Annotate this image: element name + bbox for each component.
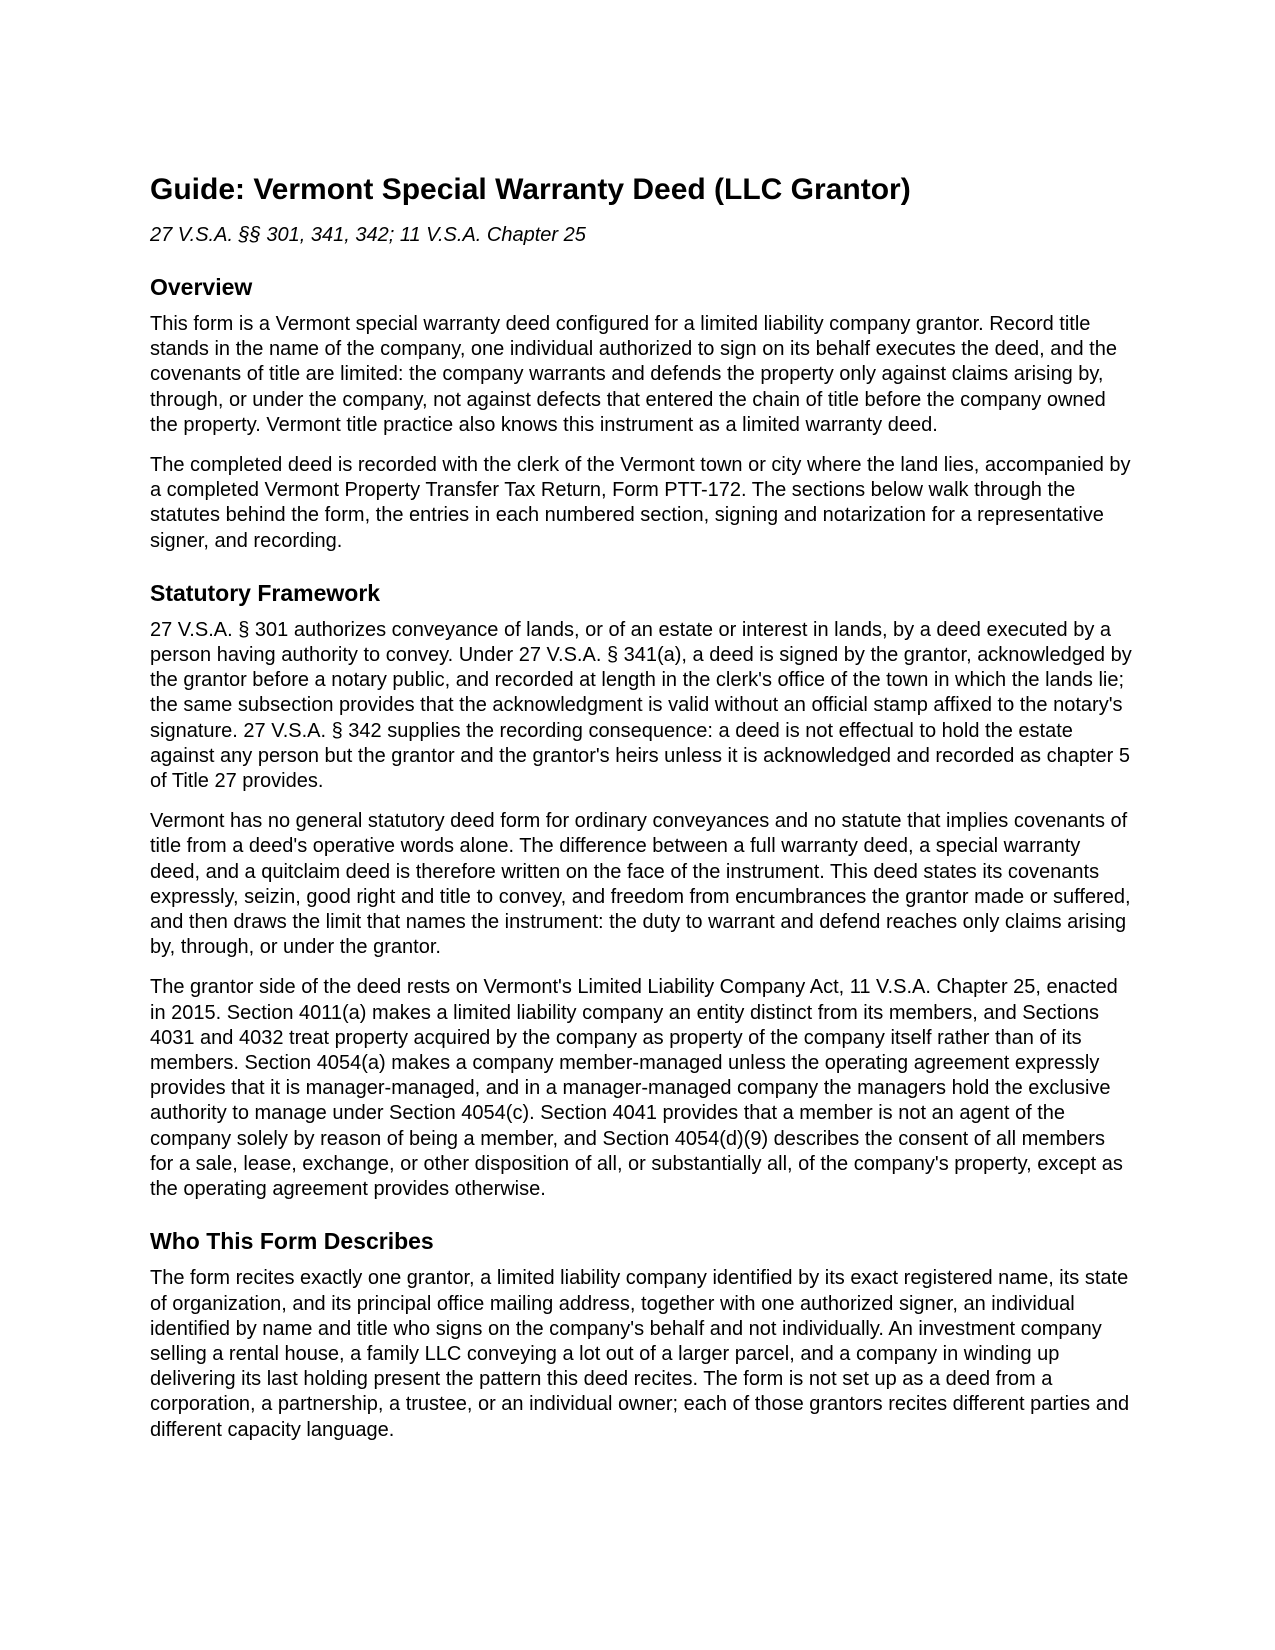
- section-heading-who-this-form-describes: Who This Form Describes: [150, 1228, 434, 1255]
- section-statutory-framework: [150, 578, 1132, 1202]
- section-overview: [150, 272, 1132, 554]
- overview-paragraph-1: This form is a Vermont special warranty deed configured for a limited liability company grantor. Record title stands in the name of the company, one individual authorized to sign on its behalf executes the deed, and the covenants of title are limited: the company warrants and defends the property only against claims arising by, through, or under the company, not against defects that entered the chain of title before the company owned the property. Vermont title practice also knows this instrument as a limited warranty deed.: [150, 313, 1117, 436]
- page-title: Guide: Vermont Special Warranty Deed (LLC Grantor): [150, 173, 911, 206]
- statute-citation: 27 V.S.A. §§ 301, 341, 342; 11 V.S.A. Chapter 25: [150, 224, 586, 246]
- framework-paragraph-3: The grantor side of the deed rests on Vermont's Limited Liability Company Act, 11 V.S.A. Chapter 25, enacted in 2015. Section 4011(a) makes a limited liability company an entity distinct from its members, and Sections 4031 and 4032 treat property acquired by the company as property of the company itself rather than of its members. Section 4054(a) makes a company member-managed unless the operating agreement expressly provides that it is manager-managed, and in a manager-managed company the managers hold the exclusive authority to manage under Section 4054(c). Section 4041 provides that a member is not an agent of the company solely by reason of being a member, and Section 4054(d)(9) describes the consent of all members for a sale, lease, exchange, or other disposition of all, or substantially all, of the company's property, except as the operating agreement provides otherwise.: [150, 976, 1123, 1201]
- section-heading-overview: Overview: [150, 274, 253, 300]
- framework-paragraph-2: Vermont has no general statutory deed form for ordinary conveyances and no statute that implies covenants of title from a deed's operative words alone. The difference between a full warranty deed, a special warranty deed, and a quitclaim deed is therefore written on the face of the instrument. This deed states its covenants expressly, seizin, good right and title to convey, and freedom from encumbrances the grantor made or suffered, and then draws the limit that names the instrument: the duty to warrant and defend reaches only claims arising by, through, or under the grantor.: [150, 810, 1131, 959]
- section-who-this-form-describes: [150, 1226, 1132, 1442]
- document-page: [150, 170, 1132, 1443]
- describes-paragraph-1: The form recites exactly one grantor, a limited liability company identified by its exact registered name, its state of organization, and its principal office mailing address, together with one authorized signer, an individual identified by name and title who signs on the company's behalf and not individually. An investment company selling a rental house, a family LLC conveying a lot out of a larger parcel, and a company in winding up delivering its last holding present the pattern this deed recites. The form is not set up as a deed from a corporation, a partnership, a trustee, or an individual owner; each of those grantors recites different parties and different capacity language.: [150, 1267, 1130, 1441]
- overview-paragraph-2: The completed deed is recorded with the clerk of the Vermont town or city where the land lies, accompanied by a completed Vermont Property Transfer Tax Return, Form PTT-172. The sections below walk through the statutes behind the form, the entries in each numbered section, signing and notarization for a representative signer, and recording.: [150, 454, 1131, 552]
- section-heading-statutory-framework: Statutory Framework: [150, 579, 381, 606]
- framework-paragraph-1: 27 V.S.A. § 301 authorizes conveyance of lands, or of an estate or interest in lands, by a deed executed by a person having authority to convey. Under 27 V.S.A. § 341(a), a deed is signed by the grantor, acknowledged by the grantor before a notary public, and recorded at length in the clerk's office of the town in which the lands lie; the same subsection provides that the acknowledgment is valid without an official stamp affixed to the notary's signature. 27 V.S.A. § 342 supplies the recording consequence: a deed is not effectual to hold the estate against any person but the grantor and the grantor's heirs unless it is acknowledged and recorded as chapter 5 of Title 27 provides.: [150, 618, 1132, 793]
